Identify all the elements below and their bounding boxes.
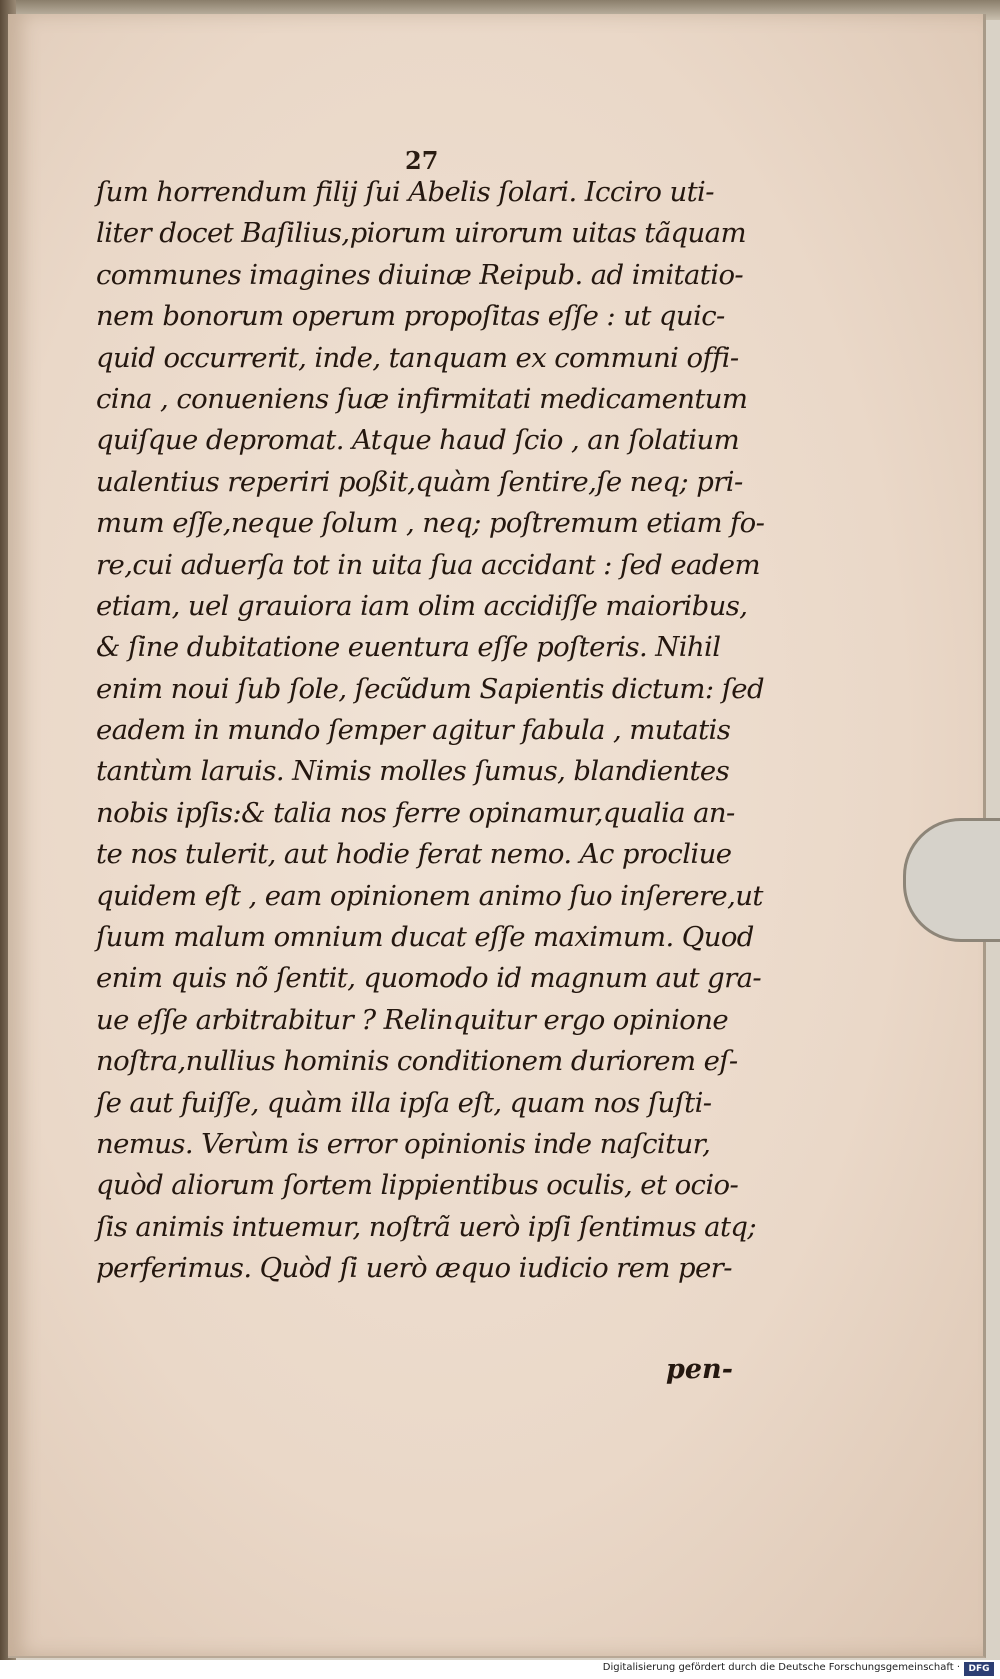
text-line: enim quis nõ ſentit, quomodo id magnum aut gra- xyxy=(96,962,762,995)
catchword: pen- xyxy=(666,1354,733,1385)
text-line: quidem eſt , eam opinionem animo ſuo inſerere,ut xyxy=(96,879,763,912)
text-line: ſis animis intuemur, noſtrã uerò ipſi ſentimus atq; xyxy=(96,1210,757,1243)
text-line: mum eſſe,neque ſolum , neq; poſtremum etiam fo- xyxy=(96,507,765,540)
text-line: quiſque depromat. Atque haud ſcio , an ſolatium xyxy=(96,424,740,457)
text-line: ualentius reperiri poßit,quàm ſentire,ſe neq; pri- xyxy=(96,465,743,498)
text-line: tantùm laruis. Nimis molles ſumus, blandientes xyxy=(96,755,730,788)
text-line: nem bonorum operum propoſitas eſſe : ut quic- xyxy=(96,300,725,333)
text-line: perferimus. Quòd ſi uerò æquo iudicio rem per- xyxy=(96,1252,732,1285)
text-line: quòd aliorum ſortem lippientibus oculis, et ocio- xyxy=(96,1169,739,1202)
text-line: ſum horrendum filij ſui Abelis ſolari. Icciro uti- xyxy=(96,176,714,208)
text-block xyxy=(96,172,765,1290)
page-number: 27 xyxy=(405,146,439,175)
text-line: nemus. Verùm is error opinionis inde naſcitur, xyxy=(96,1127,711,1160)
text-line: quid occurrerit, inde, tanquam ex communi offi- xyxy=(96,341,739,374)
text-line: cina , conueniens ſuæ infirmitati medicamentum xyxy=(96,382,748,415)
text-line: communes imagines diuinæ Reipub. ad imitatio- xyxy=(96,258,744,291)
text-line: eadem in mundo ſemper agitur fabula , mutatis xyxy=(96,714,731,747)
text-line: enim noui ſub ſole, ſecũdum Sapientis dictum: ſed xyxy=(96,672,764,705)
text-line: te nos tulerit, aut hodie ferat nemo. Ac procliue xyxy=(96,838,732,871)
text-line: nobis ipſis:& talia nos ferre opinamur,qualia an- xyxy=(96,796,735,829)
footer-credit: Digitalisierung gefördert durch die Deutsche Forschungsgemeinschaft · xyxy=(602,1662,960,1673)
dfg-logo: DFG xyxy=(964,1662,994,1676)
text-line: ue eſſe arbitrabitur ? Relinquitur ergo opinione xyxy=(96,1003,729,1036)
text-line: etiam, uel grauiora iam olim accidiſſe maioribus, xyxy=(96,589,748,622)
text-line: noſtra,nullius hominis conditionem duriorem eſ- xyxy=(96,1045,738,1078)
page-tab-marker xyxy=(903,818,1000,942)
text-line: re,cui aduerſa tot in uita ſua accidant : ſed eadem xyxy=(96,548,760,581)
text-line: & ſine dubitatione euentura eſſe poſteris. Nihil xyxy=(96,631,721,664)
text-line: ſe aut fuiſſe, quàm illa ipſa eſt, quam nos ſuſti- xyxy=(96,1086,712,1119)
text-line: liter docet Baſilius,piorum uirorum uitas tãquam xyxy=(96,217,746,250)
text-line: ſuum malum omnium ducat eſſe maximum. Quod xyxy=(96,921,754,954)
